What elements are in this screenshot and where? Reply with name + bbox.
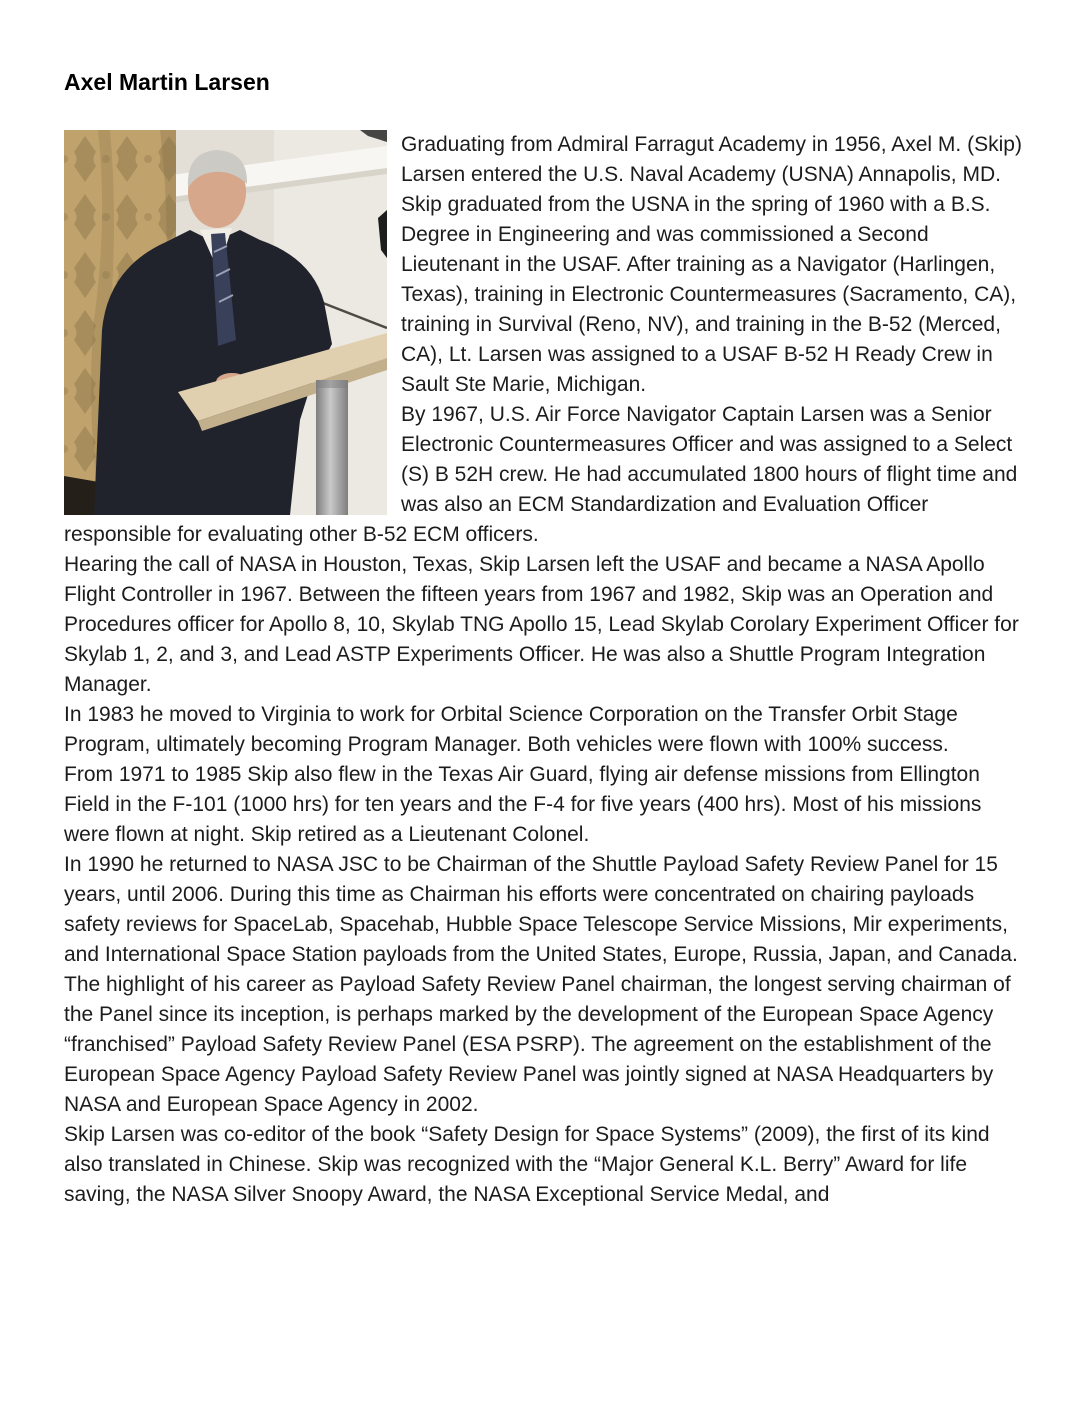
bio-paragraph: In 1983 he moved to Virginia to work for Orbital Science Corporation on the Transfer Orbit Stage Program, ultimately becoming Program Manager. Both vehicles were flown with 100% success. (64, 703, 958, 756)
bio-content (64, 130, 1030, 1210)
bio-paragraph: From 1971 to 1985 Skip also flew in the Texas Air Guard, flying air defense missions from Ellington Field in the F-101 (1000 hrs) for ten years and the F-4 for five years (400 hrs). Most of his missions were flown at night. Skip retired as a Lieutenant Colonel. (64, 763, 982, 846)
bio-paragraph: By 1967, U.S. Air Force Navigator Captain Larsen was a Senior Electronic Countermeasures Officer and was assigned to a Select (S) B 52H crew. He had accumulated 1800 hours of flight time and was also an ECM Standardization and Evaluation Officer responsible for evaluating other B-52 ECM officers. (64, 403, 1018, 546)
bio-paragraph: Hearing the call of NASA in Houston, Texas, Skip Larsen left the USAF and became a NASA Apollo Flight Controller in 1967. Between the fifteen years from 1967 and 1982, Skip was an Operation and Procedures officer for Apollo 8, 10, Skylab TNG Apollo 15, Lead Skylab Corolary Experiment Officer for Skylab 1, 2, and 3, and Lead ASTP Experiments Officer. He was also a Shuttle Program Integration Manager. (64, 553, 1019, 696)
portrait-photo-illustration (64, 130, 387, 515)
bio-paragraph: The highlight of his career as Payload Safety Review Panel chairman, the longest serving chairman of the Panel since its inception, is perhaps marked by the development of the European Space Agency “franchised” Payload Safety Review Panel (ESA PSRP). The agreement on the establishment of the European Space Agency Payload Safety Review Panel was jointly signed at NASA Headquarters by NASA and European Space Agency in 2002. (64, 973, 1011, 1116)
portrait-photo (64, 130, 387, 515)
pole-collar (316, 380, 348, 388)
page-title: Axel Martin Larsen (64, 69, 270, 95)
bio-paragraph: Skip Larsen was co-editor of the book “Safety Design for Space Systems” (2009), the first of its kind also translated in Chinese. Skip was recognized with the “Major General K.L. Berry” Award for life saving, the NASA Silver Snoopy Award, the NASA Exceptional Service Medal, and (64, 1123, 990, 1206)
podium-pole (316, 380, 348, 515)
bio-paragraph: Graduating from Admiral Farragut Academy in 1956, Axel M. (Skip) Larsen entered the U.S. Naval Academy (USNA) Annapolis, MD. Skip graduated from the USNA in the spring of 1960 with a B.S. Degree in Engineering and was commissioned a Second Lieutenant in the USAF. After training as a Navigator (Harlingen, Texas), training in Electronic Countermeasures (Sacramento, CA), training in Survival (Reno, NV), and training in the B-52 (Merced, CA), Lt. Larsen was assigned to a USAF B-52 H Ready Crew in Sault Ste Marie, Michigan. (401, 133, 1022, 396)
bio-paragraph: In 1990 he returned to NASA JSC to be Chairman of the Shuttle Payload Safety Review Panel for 15 years, until 2006. During this time as Chairman his efforts were concentrated on chairing payloads safety reviews for SpaceLab, Spacehab, Hubble Space Telescope Service Missions, Mir experiments, and International Space Station payloads from the United States, Europe, Russia, Japan, and Canada. (64, 853, 1018, 966)
